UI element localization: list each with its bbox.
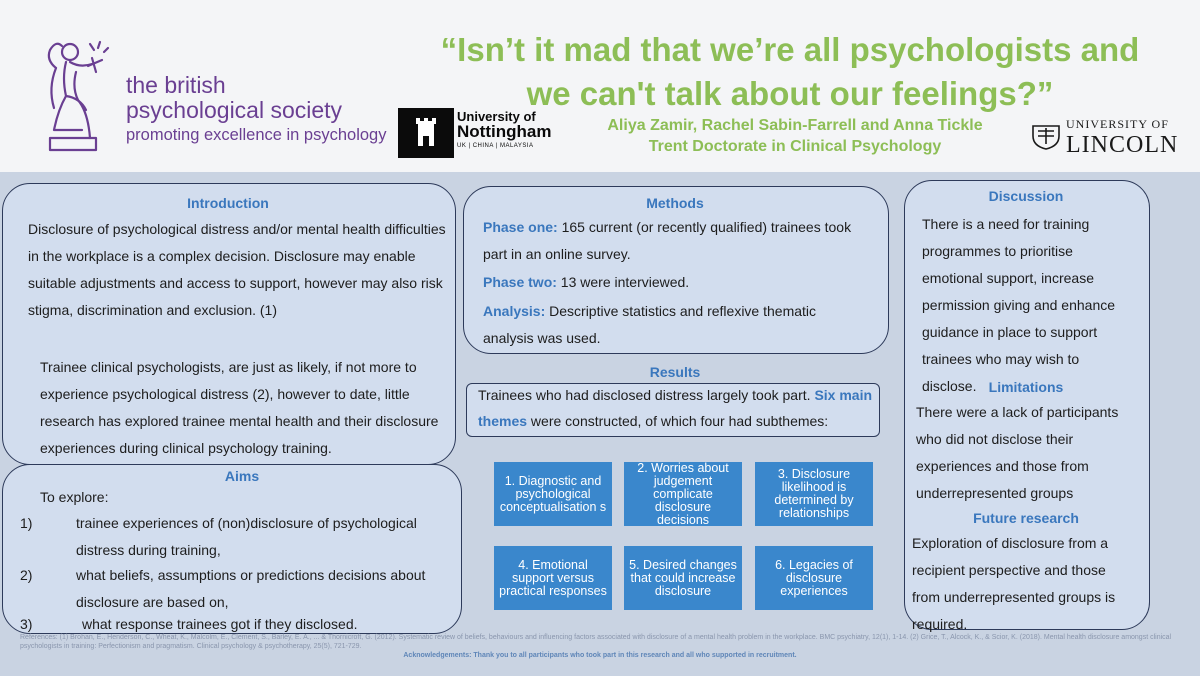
aims-item-3: what response trainees got if they disclosed. (82, 616, 358, 632)
analysis-label: Analysis: (483, 303, 546, 319)
poster-title (390, 28, 1190, 116)
authors: Aliya Zamir, Rachel Sabin-Farrell and Anna Tickle (607, 117, 983, 134)
acknowledgements: Acknowledgements: Thank you to all participants who took part in this research and all who supported in recruitment. (403, 652, 797, 659)
programme: Trent Doctorate in Clinical Psychology (648, 138, 942, 155)
results-summary-a: Trainees who had disclosed distress largely took part. (478, 387, 815, 403)
phase1-text: 165 current (or recently qualified) trainees took part in an online survey. (483, 219, 852, 262)
limitations-heading: Limitations (988, 379, 1064, 395)
lincoln-crest-icon (1030, 122, 1062, 150)
bps-name-line2: psychological society (126, 97, 343, 123)
phase2-text: 13 were interviewed. (556, 274, 690, 290)
lincoln-line2: LINCOLN (1066, 132, 1179, 158)
aims-item-2-num: 2) (20, 567, 33, 583)
methods-phase2 (483, 269, 863, 296)
theme-box-2: 2. Worries about judgement complicate disclosure decisions (624, 462, 742, 526)
methods-phase1 (483, 214, 863, 268)
aims-item-1: trainee experiences of (non)disclosure of psychological distress during training, (76, 515, 417, 558)
theme-box-6: 6. Legacies of disclosure experiences (755, 546, 873, 610)
results-heading: Results (649, 364, 701, 380)
aims-item-3-num: 3) (20, 616, 33, 632)
nottingham-crest-icon (398, 108, 454, 158)
introduction-heading: Introduction (187, 195, 269, 211)
discussion-heading: Discussion (988, 188, 1064, 204)
aims-heading: Aims (224, 468, 260, 484)
methods-heading: Methods (646, 195, 704, 211)
discussion-text: There is a need for training programmes to prioritise emotional support, increase permission giving and enhance guidance in place to support trainees who may wish to disclose. (922, 216, 1116, 394)
theme-box-4: 4. Emotional support versus practical responses (494, 546, 612, 610)
bps-tagline: promoting excellence in psychology (126, 126, 387, 144)
uon-line1: University of (457, 109, 536, 124)
theme-box-5: 5. Desired changes that could increase disclosure (624, 546, 742, 610)
references-footer (20, 633, 1180, 660)
author-block (545, 115, 1045, 157)
uon-line2: Nottingham (457, 122, 552, 141)
results-summary-c: were constructed, of which four had subthemes: (527, 413, 829, 429)
uon-line3: UK | CHINA | MALAYSIA (457, 143, 534, 149)
aims-intro: To explore: (40, 489, 109, 505)
results-summary (478, 382, 878, 434)
introduction-para2: Trainee clinical psychologists, are just as likely, if not more to experience psychological distress (2), however to date, little research has explored trainee mental health and their disclosure experiences during clinical psychology training. (40, 359, 439, 456)
results-summary-b: Six main themes (478, 387, 873, 429)
methods-analysis (483, 298, 863, 352)
lincoln-wordmark (1066, 117, 1178, 158)
phase1-label: Phase one: (483, 219, 558, 235)
theme-box-1: 1. Diagnostic and psychological conceptualisation s (494, 462, 612, 526)
theme-box-3: 3. Disclosure likelihood is determined by relationships (755, 462, 873, 526)
bps-wordmark (126, 73, 342, 123)
bps-name-line1: the british (126, 72, 226, 98)
introduction-para1: Disclosure of psychological distress and/or mental health difficulties in the workplace is a complex decision. Disclosure may enable suitable adjustments and access to support, however may also risk stigma, discrimination and exclusion. (1) (28, 221, 446, 318)
future-research-text: Exploration of disclosure from a recipient perspective and those from underrepresented groups is required. (912, 535, 1116, 632)
limitations-text: There were a lack of participants who did not disclose their experiences and those from underrepresented groups (916, 404, 1119, 501)
phase2-label: Phase two: (483, 274, 557, 290)
future-research-heading: Future research (973, 510, 1079, 526)
nottingham-wordmark (457, 110, 551, 153)
lincoln-line1: UNIVERSITY OF (1066, 117, 1169, 131)
poster-header (0, 0, 1200, 172)
title-line1: “Isn’t it mad that we’re all psychologists and (440, 31, 1140, 68)
aims-item-2: what beliefs, assumptions or predictions decisions about disclosure are based on, (76, 567, 426, 610)
title-line2: we can't talk about our feelings?” (526, 75, 1054, 112)
bps-logo-icon (36, 38, 116, 156)
aims-item-1-num: 1) (20, 515, 33, 531)
references: References: (1) Brohan, E., Henderson, C., Wheat, K., Malcolm, E., Clement, S., Barley, E. A., ... & Thornicroft, G. (2012). Systematic review of beliefs, behaviours and influencing factors associated with disclosure of a mental health problem in the workplace. BMC psychiatry, 12(1), 1-14. (2) Grice, T., Alcock, K., & Scior, K. (2018). Mental health disclosure amongst clinical psychologists in training: Perfectionism and pragmatism. Clinical psychology & psychotherapy, 25(5), 721-729. (20, 634, 1172, 650)
analysis-text: Descriptive statistics and reflexive thematic analysis was used. (483, 303, 817, 346)
